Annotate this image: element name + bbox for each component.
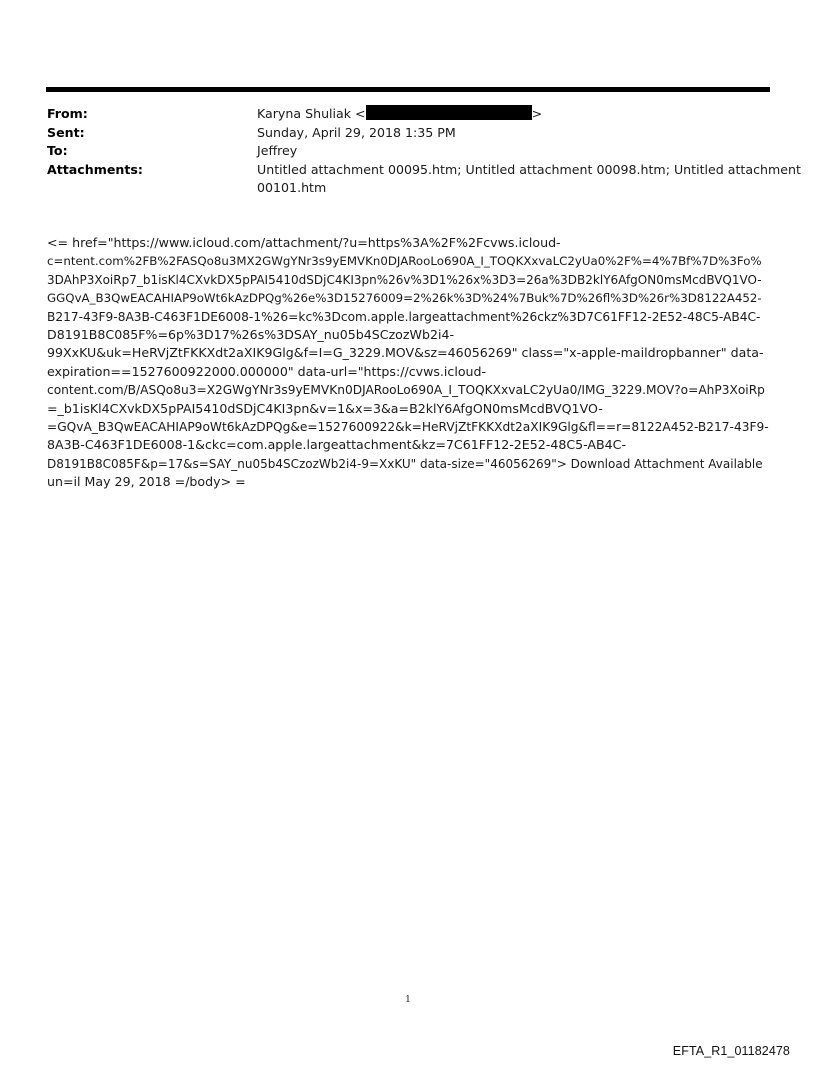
sent-value: Sunday, April 29, 2018 1:35 PM: [257, 124, 456, 140]
attachments-line-1: Untitled attachment 00095.htm; Untitled attachment 00098.htm; Untitled attachment: [257, 161, 801, 177]
attachments-row: [47, 161, 801, 198]
attachments-line-2: 00101.htm: [257, 180, 327, 195]
body-line: =_b1isKl4CXvkDX5pPAI5410dSDjC4KI3pn&v=1&x=3&a=B2klY6AfgON0msMcdBVQ1VO-: [47, 400, 603, 416]
sent-label: Sent:: [47, 124, 85, 140]
to-label: To:: [47, 143, 68, 158]
body-line: un=il May 29, 2018 =/body> =: [47, 474, 246, 490]
body-line: D8191B8C085F%=6p%3D17%26s%3DSAY_nu05b4SCzozWb2i4-: [47, 327, 455, 343]
body-line: c=ntent.com%2FB%2FASQo8u3MX2GWgYNr3s9yEMVKn0DJARooLo690A_I_TOQKXxvaLC2yUa0%2F%=4%7Bf%7D%3Fo%: [47, 254, 762, 269]
to-row: [47, 142, 770, 161]
page-number: 1: [405, 995, 411, 1005]
to-value: Jeffrey: [257, 143, 298, 158]
from-suffix: >: [531, 106, 543, 121]
body-line: GGQvA_B3QwEACAHIAP9oWt6kAzDPQg%26e%3D15276009=2%26k%3D%24%7Buk%7D%26fl%3D%26r%3D8122A452-: [47, 291, 762, 306]
body-line: D8191B8C085F&p=17&s=SAY_nu05b4SCzozWb2i4-9=XxKU" data-size="46056269"> Download Attachment Available: [47, 456, 763, 471]
email-body: [47, 234, 771, 492]
email-header: [47, 105, 801, 198]
body-line: B217-43F9-8A3B-C463F1DE6008-1%26=kc%3Dcom.apple.largeattachment%26ckz%3D7C61FF12-2E52-48C5-AB4C-: [47, 309, 761, 324]
body-line: =GQvA_B3QwEACAHIAP9oWt6kAzDPQg&e=1527600922&k=HeRVjZtFKKXdt2aXIK9Glg&fl==r=8122A452-B217-43F9-: [47, 420, 769, 435]
body-line: 8A3B-C463F1DE6008-1&ckc=com.apple.largeattachment&kz=7C61FF12-2E52-48C5-AB4C-: [47, 437, 627, 453]
body-line: content.com/B/ASQo8u3=X2GWgYNr3s9yEMVKn0DJARooLo690A_I_TOQKXxvaLC2yUa0/IMG_3229.MOV?o=AhP3XoiRp: [47, 383, 765, 398]
from-label: From:: [47, 106, 88, 121]
redaction-box: [366, 105, 532, 120]
body-line: 99XxKU&uk=HeRVjZtFKKXdt2aXIK9Glg&f=I=G_3229.MOV&sz=46056269" class="x-apple-maildropbanner" data-: [47, 345, 764, 361]
bates-number: EFTA_R1_01182478: [672, 1044, 790, 1058]
attachments-label: Attachments:: [47, 161, 143, 177]
body-line: expiration==1527600922000.000000" data-url="https://cvws.icloud-: [47, 363, 487, 379]
body-line: <= href="https://www.icloud.com/attachment/?u=https%3A%2F%2Fcvws.icloud-: [47, 235, 561, 250]
from-value: Karyna Shuliak <: [257, 106, 366, 121]
from-row: [47, 105, 770, 124]
body-line: 3DAhP3XoiRp7_b1isKl4CXvkDX5pPAI5410dSDjC4KI3pn%26v%3D1%26x%3D3=26a%3DB2klY6AfgON0msMcdBVQ1VO-: [47, 272, 762, 287]
from-value-container: [257, 105, 770, 124]
sent-row: [47, 124, 770, 143]
header-divider: [46, 87, 770, 92]
attachments-value: [257, 161, 801, 198]
